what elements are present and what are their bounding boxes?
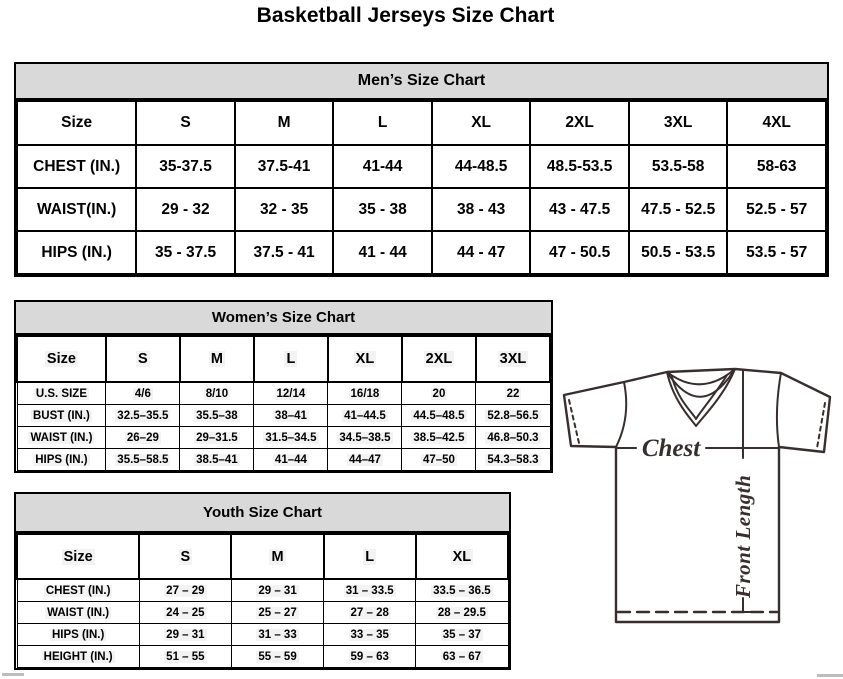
row-label: BUST (IN.) — [17, 405, 106, 427]
table-cell: 48.5-53.5 — [530, 145, 629, 188]
table-cell: 53.5-58 — [629, 145, 728, 188]
column-header: 4XL — [727, 101, 826, 145]
row-label: WAIST (IN.) — [17, 427, 106, 449]
table-cell: 8/10 — [180, 382, 254, 405]
table-cell: 41–44.5 — [328, 405, 402, 427]
page-title: Basketball Jerseys Size Chart — [256, 4, 555, 27]
row-label: HIPS (IN.) — [17, 449, 106, 471]
table-cell: 47–50 — [402, 449, 476, 471]
table-cell: 31 – 33.5 — [324, 579, 416, 602]
mens-size-table — [16, 100, 827, 275]
table-cell: 52.5 - 57 — [727, 188, 826, 231]
column-header: XL — [328, 336, 402, 382]
row-label: HIPS (IN.) — [17, 231, 136, 274]
table-cell: 52.8–56.5 — [476, 405, 550, 427]
header-row — [17, 101, 826, 145]
column-header: XL — [432, 101, 531, 145]
table-row — [17, 405, 550, 427]
table-cell: 58-63 — [727, 145, 826, 188]
table-cell: 53.5 - 57 — [727, 231, 826, 274]
column-header: XL — [416, 534, 508, 579]
left-sleeve-seam — [616, 382, 626, 447]
chest-label: Chest — [641, 435, 701, 462]
column-header: S — [139, 534, 231, 579]
table-cell: 24 – 25 — [139, 602, 231, 624]
table-row — [17, 646, 508, 668]
column-header: Size — [17, 336, 106, 382]
table-cell: 54.3–58.3 — [476, 449, 550, 471]
front-length-label: Front Length — [731, 474, 755, 598]
table-cell: 38–41 — [254, 405, 328, 427]
mens-size-chart — [14, 62, 829, 277]
table-cell: 38.5–42.5 — [402, 427, 476, 449]
table-cell: 35-37.5 — [136, 145, 235, 188]
table-cell: 33 – 35 — [324, 624, 416, 646]
youth-chart-title: Youth Size Chart — [16, 494, 509, 533]
table-row — [17, 624, 508, 646]
table-cell: 31.5–34.5 — [254, 427, 328, 449]
table-cell: 4/6 — [106, 382, 180, 405]
table-cell: 26–29 — [106, 427, 180, 449]
table-cell: 41 - 44 — [333, 231, 432, 274]
column-header: S — [136, 101, 235, 145]
table-cell: 22 — [476, 382, 550, 405]
row-label: CHEST (IN.) — [17, 579, 139, 602]
jersey-diagram — [556, 362, 843, 662]
table-cell: 41-44 — [333, 145, 432, 188]
table-cell: 38 - 43 — [432, 188, 531, 231]
column-header: Size — [17, 101, 136, 145]
table-cell: 59 – 63 — [324, 646, 416, 668]
table-cell: 35.5–58.5 — [106, 449, 180, 471]
table-row — [17, 427, 550, 449]
table-cell: 44 - 47 — [432, 231, 531, 274]
table-cell: 31 – 33 — [231, 624, 323, 646]
womens-size-table — [16, 335, 551, 471]
table-row — [17, 231, 826, 274]
column-header: 3XL — [476, 336, 550, 382]
column-header: M — [235, 101, 334, 145]
table-cell: 32 - 35 — [235, 188, 334, 231]
table-cell: 44-48.5 — [432, 145, 531, 188]
horizontal-scrollbar-fragment-left[interactable] — [2, 673, 24, 676]
column-header: L — [333, 101, 432, 145]
womens-size-chart — [14, 300, 553, 473]
table-cell: 47.5 - 52.5 — [629, 188, 728, 231]
table-cell: 16/18 — [328, 382, 402, 405]
row-label: U.S. SIZE — [17, 382, 106, 405]
table-cell: 35 – 37 — [416, 624, 508, 646]
column-header: 2XL — [530, 101, 629, 145]
table-cell: 55 – 59 — [231, 646, 323, 668]
table-row — [17, 602, 508, 624]
table-cell: 25 – 27 — [231, 602, 323, 624]
table-row — [17, 579, 508, 602]
table-cell: 20 — [402, 382, 476, 405]
table-cell: 37.5 - 41 — [235, 231, 334, 274]
column-header: 3XL — [629, 101, 728, 145]
table-cell: 50.5 - 53.5 — [629, 231, 728, 274]
table-cell: 28 – 29.5 — [416, 602, 508, 624]
table-row — [17, 188, 826, 231]
row-label: WAIST(IN.) — [17, 188, 136, 231]
table-cell: 27 – 28 — [324, 602, 416, 624]
table-cell: 44–47 — [328, 449, 402, 471]
table-row — [17, 382, 550, 405]
table-cell: 34.5–38.5 — [328, 427, 402, 449]
table-cell: 43 - 47.5 — [530, 188, 629, 231]
column-header: S — [106, 336, 180, 382]
table-cell: 35.5–38 — [180, 405, 254, 427]
table-cell: 63 – 67 — [416, 646, 508, 668]
table-cell: 35 - 38 — [333, 188, 432, 231]
table-row — [17, 145, 826, 188]
table-row — [17, 449, 550, 471]
column-header: Size — [17, 534, 139, 579]
table-cell: 32.5–35.5 — [106, 405, 180, 427]
table-cell: 29 - 32 — [136, 188, 235, 231]
table-cell: 47 - 50.5 — [530, 231, 629, 274]
table-cell: 46.8–50.3 — [476, 427, 550, 449]
table-cell: 41–44 — [254, 449, 328, 471]
table-cell: 12/14 — [254, 382, 328, 405]
column-header: L — [254, 336, 328, 382]
youth-size-table — [16, 533, 509, 668]
table-cell: 29–31.5 — [180, 427, 254, 449]
column-header: L — [324, 534, 416, 579]
womens-chart-title: Women’s Size Chart — [16, 302, 551, 335]
row-label: WAIST (IN.) — [17, 602, 139, 624]
right-sleeve-seam — [777, 373, 781, 447]
row-label: CHEST (IN.) — [17, 145, 136, 188]
table-cell: 29 – 31 — [231, 579, 323, 602]
table-cell: 38.5–41 — [180, 449, 254, 471]
column-header: 2XL — [402, 336, 476, 382]
horizontal-scrollbar-fragment-right[interactable] — [817, 674, 843, 677]
table-cell: 35 - 37.5 — [136, 231, 235, 274]
youth-size-chart — [14, 492, 511, 670]
jersey-outline — [564, 369, 830, 622]
header-row — [17, 534, 508, 579]
table-cell: 37.5-41 — [235, 145, 334, 188]
table-cell: 51 – 55 — [139, 646, 231, 668]
table-cell: 29 – 31 — [139, 624, 231, 646]
table-cell: 33.5 – 36.5 — [416, 579, 508, 602]
header-row — [17, 336, 550, 382]
mens-chart-title: Men’s Size Chart — [16, 64, 827, 100]
row-label: HEIGHT (IN.) — [17, 646, 139, 668]
column-header: M — [180, 336, 254, 382]
column-header: M — [231, 534, 323, 579]
table-cell: 27 – 29 — [139, 579, 231, 602]
table-cell: 44.5–48.5 — [402, 405, 476, 427]
row-label: HIPS (IN.) — [17, 624, 139, 646]
right-cuff-stitch-line — [817, 403, 825, 448]
